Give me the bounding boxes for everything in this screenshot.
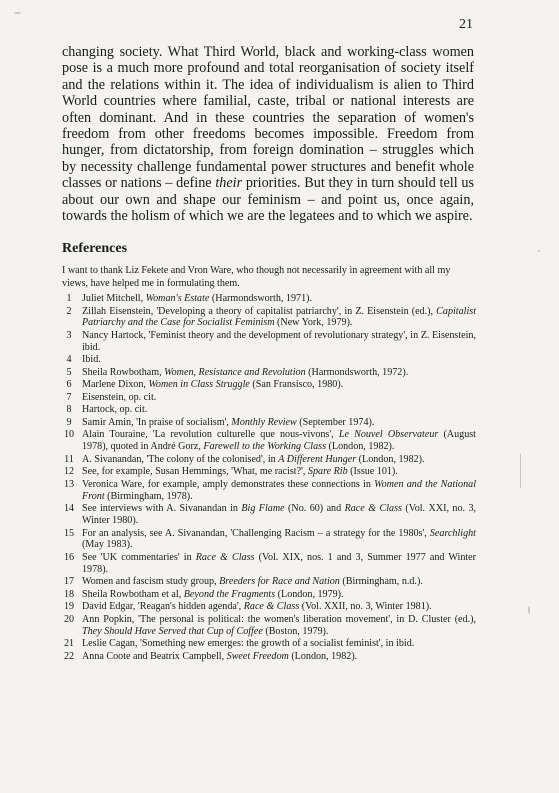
reference-text [82,576,423,587]
reference-item [62,404,476,416]
reference-item [62,293,476,305]
reference-item [62,479,476,503]
reference-item [62,528,476,552]
reference-number: 3 [66,329,72,341]
reference-run-italic: Race & Class [195,551,255,563]
reference-text [82,638,414,649]
reference-number: 16 [63,551,75,563]
reference-item [62,466,476,478]
reference-run-italic: Race & Class [243,601,300,613]
reference-item [62,638,476,650]
reference-run-text: Anna Coote and Beatrix Campbell, [82,650,227,662]
reference-run-text: A. Sivanandan, 'The colony of the colonised', in [82,453,279,465]
scan-speck [528,606,530,614]
reference-number: 10 [63,429,75,441]
reference-run-text: (London, 1982). [356,453,425,465]
reference-run-text: (London, 1982). [326,441,395,453]
reference-run-text: Sheila Rowbotham et al, [82,588,184,600]
reference-number: 13 [63,478,75,490]
reference-number: 15 [63,527,75,539]
reference-run-text: (New York, 1979). [274,317,353,329]
reference-run-text: See 'UK commentaries' in [82,551,196,563]
reference-run-text: Samir Amin, 'In praise of socialism', [82,416,232,428]
reference-text [82,293,312,304]
reference-text [82,379,343,390]
reference-number: 22 [63,650,75,662]
reference-run-text: (London, 1982). [288,650,358,662]
reference-text [82,306,476,329]
reference-run-text: Zillah Eisenstein, 'Developing a theory of capitalist patriarchy', in Z. Eisenstein (ed.), [82,305,437,317]
reference-run-text: (September 1974). [296,416,375,428]
reference-text [82,429,476,452]
reference-run-text: See interviews with A. Sivanandan in [82,503,242,515]
references-heading: References [62,241,128,256]
reference-text [82,454,425,465]
acknowledgement-note: I want to thank Liz Fekete and Vron Ware, who though not necessarily in agreement with all my views, have helped me in formulating them. [62,265,451,289]
references-list [62,293,476,663]
reference-run-text: Ibid. [82,354,101,366]
reference-run-text: (Vol. XXI, no. 3, Winter 1980). [82,503,477,527]
reference-item [62,576,476,588]
reference-run-text: (Boston, 1979). [262,625,329,637]
reference-number: 21 [63,638,75,650]
reference-text [82,392,156,403]
reference-number: 4 [66,354,72,366]
reference-run-text: (Birmingham, n.d.). [339,576,423,588]
reference-run-text: (Harmondsworth, 1971). [209,293,313,304]
reference-run-italic: Monthly Review [231,416,297,428]
reference-item [62,392,476,404]
reference-number: 6 [66,379,72,391]
reference-run-italic: Breeders for Race and Nation [219,576,340,588]
reference-text [82,614,476,637]
reference-number: 14 [63,503,75,515]
reference-run-text: See, for example, Susan Hemmings, 'What, me racist?', [82,466,308,478]
reference-run-italic: Woman's Estate [145,293,210,304]
reference-run-text: Women and fascism study group, [82,576,220,588]
scan-speck [538,250,540,252]
reference-number: 9 [66,416,72,428]
reference-run-text: For an analysis, see A. Sivanandan, 'Challenging Racism – a strategy for the 1980s', [82,527,430,539]
reference-item [62,306,476,330]
reference-run-italic: Sweet Freedom [226,650,289,662]
reference-item [62,330,476,354]
reference-text [82,479,476,502]
reference-item [62,503,476,527]
reference-run-text: Alain Touraine, 'La revolution culturelle que nous-vivons', [82,429,339,441]
reference-text [82,354,101,365]
reference-item [62,601,476,613]
reference-text [82,404,147,415]
paragraph-run-italic: their [215,175,243,192]
reference-run-italic: Beyond the Fragments [183,588,276,600]
reference-number: 8 [66,404,72,416]
reference-number: 17 [63,576,75,588]
reference-run-italic: They Should Have Served that Cup of Coffee [82,625,263,637]
reference-number: 12 [63,466,75,478]
reference-text [82,367,408,378]
reference-item [62,367,476,379]
reference-run-italic: Big Flame [241,503,285,515]
reference-text [82,552,476,575]
reference-number: 20 [63,613,75,625]
reference-number: 18 [63,588,75,600]
reference-run-italic: Capitalist Patriarchy and the Case for Socialist Feminism [82,305,476,329]
reference-number: 1 [66,293,72,304]
reference-item [62,552,476,576]
reference-text [82,503,476,526]
paragraph-run-text: priorities. But they in turn should tell us about our own and shape our feminism – and point us, once again, towards the holism of which we are the legatees and to which we aspire. [62,175,474,225]
reference-run-text: Hartock, op. cit. [82,404,148,416]
reference-text [82,330,476,353]
reference-run-text: Veronica Ware, for example, amply demonstrates these connections in [82,478,375,490]
reference-run-text: Juliet Mitchell, [82,293,146,304]
reference-run-text: Ann Popkin, 'The personal is political: the women's liberation movement', in D. Cluster (ed.), [82,613,476,625]
reference-item [62,379,476,391]
reference-run-text: (Birmingham, 1978). [104,490,193,502]
reference-run-italic: Le Nouvel Observateur [338,429,439,441]
reference-run-italic: Women, Resistance and Revolution [164,366,306,378]
reference-run-text: (Vol. XXII, no. 3, Winter 1981). [299,601,432,613]
reference-run-text: (Vol. XIX, nos. 1 and 3, Summer 1977 and Winter 1978). [82,551,477,575]
reference-item [62,651,476,663]
reference-run-text: Sheila Rowbotham, [82,366,165,378]
reference-text [82,601,432,612]
reference-item [62,354,476,366]
reference-run-text: (Harmondsworth, 1972). [305,366,409,378]
reference-run-text: (San Fransisco, 1980). [249,379,344,391]
reference-item [62,454,476,466]
scan-speck [520,454,521,488]
reference-run-text: Eisenstein, op. cit. [82,391,157,403]
reference-run-text: David Edgar, 'Reagan's hidden agenda', [82,601,244,613]
reference-run-italic: Searchlight [429,527,476,539]
paragraph-run-text: changing society. What Third World, black and working-class women pose is a much more profound and total reorganisation of society itself and the relations within it. The idea of individualism is alien to Third World countries where familial, caste, tribal or national interests are often dominant. And in these countries the separation of women's freedom from other freedoms becomes impossible. Freedom from hunger, from dictatorship, from foreign domination – struggles which by necessity challenge fundamental power structures and benefit whole classes or nations – define [62,44,474,192]
reference-run-text: (May 1983). [82,539,133,551]
page-number: 21 [459,17,473,32]
reference-text [82,466,398,477]
reference-run-italic: Race & Class [344,503,402,515]
reference-run-text: Nancy Hartock, 'Feminist theory and the development of revolutionary strategy', in Z. Eisenstein, ibid. [82,329,476,353]
reference-run-text: (Issue 101). [347,466,398,478]
body-paragraph [62,44,474,224]
reference-number: 7 [66,391,72,403]
reference-text [82,417,374,428]
reference-run-italic: Farewell to the Working Class [203,441,327,453]
reference-run-italic: Women and the National Front [82,478,476,502]
reference-run-italic: Spare Rib [307,466,348,478]
reference-run-text: Marlene Dixon, [82,379,149,391]
reference-number: 19 [63,601,75,613]
reference-run-italic: Women in Class Struggle [148,379,250,391]
reference-run-text: (No. 60) and [284,503,345,515]
reference-item [62,614,476,638]
reference-text [82,589,344,600]
reference-number: 5 [66,366,72,378]
reference-item [62,589,476,601]
reference-item [62,417,476,429]
scan-speck [14,12,21,14]
reference-item [62,429,476,453]
reference-text [82,651,357,662]
reference-number: 2 [66,305,72,317]
reference-run-text: (August 1978), quoted in André Gorz, [82,429,476,453]
reference-number: 11 [64,453,74,465]
reference-run-text: Leslie Cagan, 'Something new emerges: the growth of a socialist feminist', in ibid. [82,638,415,650]
reference-run-italic: A Different Hunger [278,453,357,465]
reference-run-text: (London, 1979). [275,588,344,600]
reference-text [82,528,476,551]
